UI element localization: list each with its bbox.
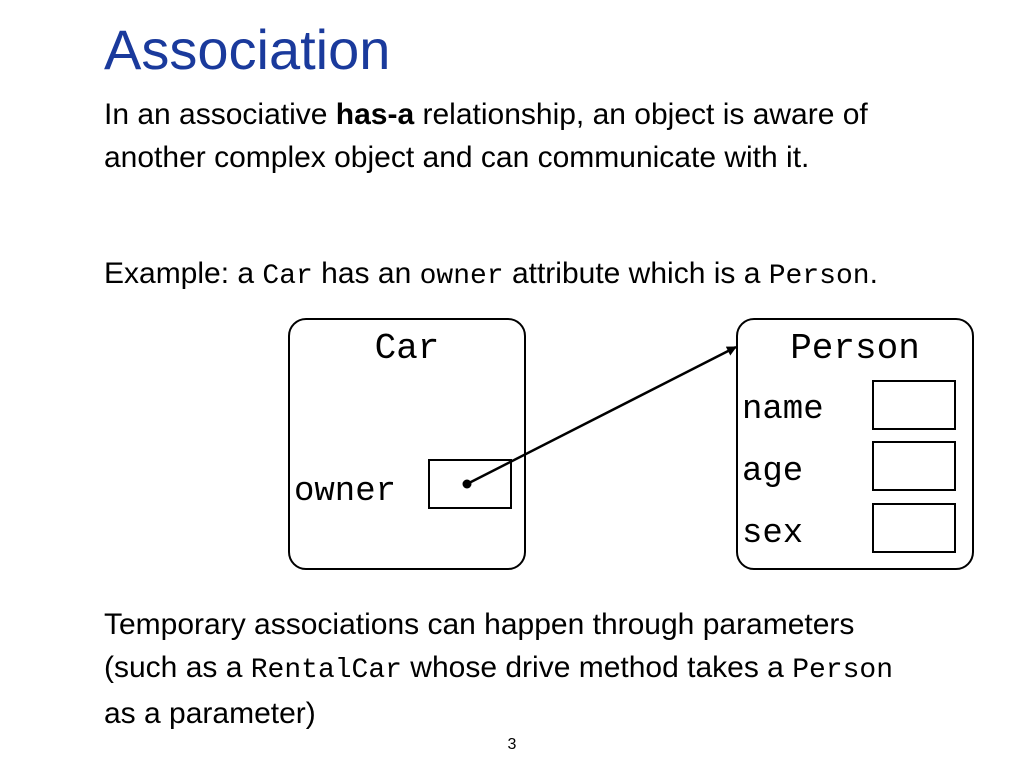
closing-paragraph [104, 603, 904, 735]
closing-text-2: whose drive method takes a [401, 651, 793, 684]
sex-field-label: sex [742, 515, 804, 553]
name-field-slot [872, 380, 956, 430]
name-field-label: name [742, 391, 824, 429]
intro-text-start: In an associative [104, 98, 336, 131]
example-text-2: has an [312, 257, 420, 290]
page-number: 3 [507, 736, 517, 753]
intro-paragraph [104, 93, 904, 179]
code-rentalcar: RentalCar [250, 655, 402, 686]
owner-field-label: owner [294, 473, 397, 511]
sex-field-slot [872, 503, 956, 553]
has-a-term: has-a [335, 98, 415, 131]
owner-field-slot [428, 459, 512, 509]
car-class-title: Car [374, 328, 440, 369]
car-class-box [288, 318, 526, 570]
code-owner: owner [419, 261, 504, 292]
code-person-param: Person [792, 655, 894, 686]
example-text-3: attribute which is a [503, 257, 769, 290]
person-class-title: Person [790, 328, 920, 369]
person-class-box [736, 318, 974, 570]
example-text-4: . [869, 257, 878, 290]
code-car: Car [262, 261, 313, 292]
code-person: Person [768, 261, 870, 292]
slide-title: Association [104, 18, 391, 81]
example-text-1: Example: a [104, 257, 263, 290]
age-field-slot [872, 441, 956, 491]
closing-text-1: Temporary associations can happen through parameters (such as a [104, 608, 855, 684]
intro-text-end: relationship, an object is aware of another complex object and can communicate with it. [104, 98, 868, 174]
age-field-label: age [742, 453, 804, 491]
example-paragraph [104, 252, 924, 298]
closing-text-3: as a parameter) [104, 697, 316, 730]
